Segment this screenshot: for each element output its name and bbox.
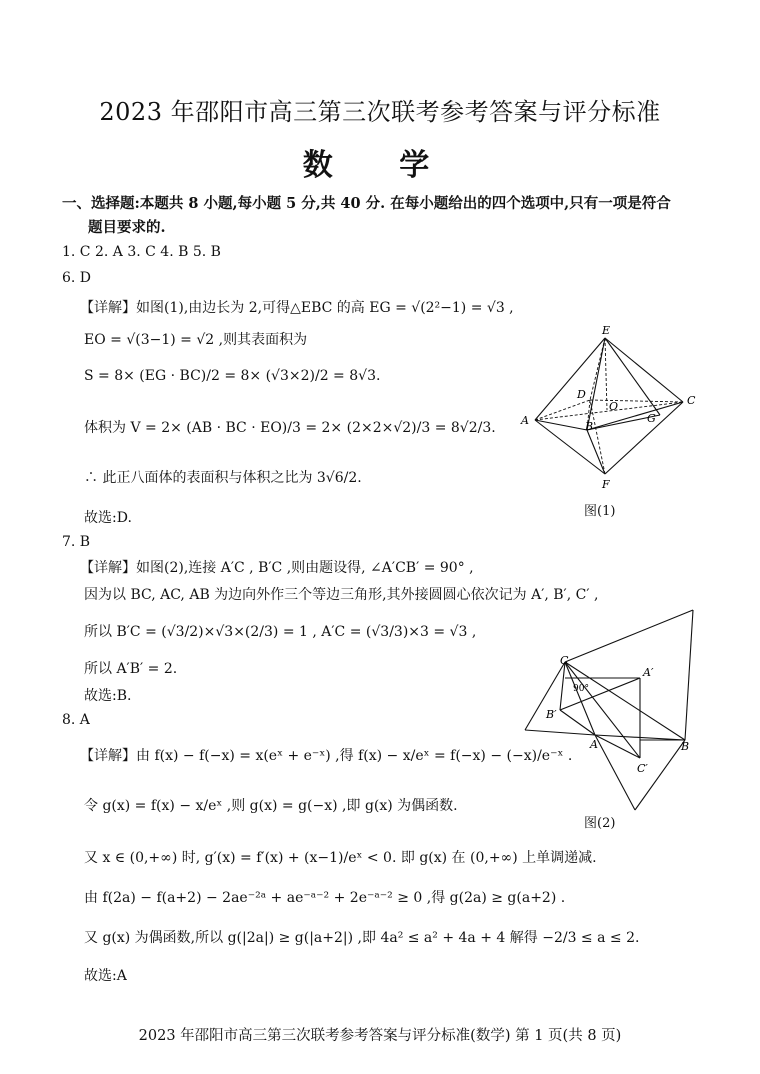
q6-line-4: 体积为 V = 2× (AB · BC · EO)/3 = 2× (2×2×√2)/3 = 8√2/3.	[84, 420, 496, 436]
q6-line-6: 故选:D.	[84, 510, 132, 526]
fig1-label-b: B	[585, 420, 594, 433]
q8-line-1: 【详解】由 f(x) − f(−x) = x(eˣ + e⁻ˣ) ,得 f(x) − x/eˣ = f(−x) − (−x)/e⁻ˣ .	[80, 748, 573, 764]
fig2-label-c: C	[560, 654, 569, 667]
figure-1-octahedron	[515, 318, 705, 528]
fig1-label-c: C	[687, 394, 696, 407]
fig2-angle-label: 90°	[573, 684, 589, 694]
q7-line-5: 故选:B.	[84, 688, 132, 704]
section-heading-line1: 一、选择题:本题共 8 小题,每小题 5 分,共 40 分. 在每小题给出的四个选项中,只有一项是符合	[62, 195, 671, 212]
q8-line-4: 由 f(2a) − f(a+2) − 2ae⁻²ᵃ + ae⁻ᵃ⁻² + 2e⁻ᵃ⁻² ≥ 0 ,得 g(2a) ≥ g(a+2) .	[84, 890, 566, 906]
answer-q7: 7. B	[62, 534, 91, 550]
q6-line-3: S = 8× (EG · BC)/2 = 8× (√3×2)/2 = 8√3.	[84, 368, 381, 384]
fig1-label-f: F	[602, 478, 610, 491]
q8-line-6: 故选:A	[84, 968, 127, 984]
fig2-label-a: A	[590, 738, 598, 751]
fig1-label-g: G	[647, 412, 656, 425]
q8-line-5: 又 g(x) 为偶函数,所以 g(|2a|) ≥ g(|a+2|) ,即 4a² ≤ a² + 4a + 4 解得 −2/3 ≤ a ≤ 2.	[84, 930, 640, 946]
q8-line-2: 令 g(x) = f(x) − x/eˣ ,则 g(x) = g(−x) ,即 g(x) 为偶函数.	[84, 798, 458, 814]
document-title: 2023 年邵阳市高三第三次联考参考答案与评分标准	[99, 98, 661, 126]
figure-2-caption: 图(2)	[584, 816, 616, 831]
fig2-label-b-prime: B′	[546, 708, 557, 721]
q6-line-1: 【详解】如图(1),由边长为 2,可得△EBC 的高 EG = √(2²−1) = √3 ,	[80, 300, 514, 316]
fig1-label-d: D	[577, 388, 586, 401]
figure-2-triangles	[515, 600, 705, 815]
fig2-label-a-prime: A′	[643, 666, 654, 679]
fig1-label-e: E	[602, 324, 611, 337]
q7-line-3: 所以 B′C = (√3/2)×√3×(2/3) = 1 , A′C = (√3/3)×3 = √3 ,	[84, 624, 477, 640]
fig2-label-c-prime: C′	[637, 762, 648, 775]
section-heading-line2: 题目要求的.	[88, 219, 166, 236]
page-footer: 2023 年邵阳市高三第三次联考参考答案与评分标准(数学) 第 1 页(共 8 页)	[138, 1028, 622, 1044]
q7-line-1: 【详解】如图(2),连接 A′C , B′C ,则由题设得, ∠A′CB′ = 90° ,	[80, 560, 474, 576]
fig1-label-o: O	[609, 400, 619, 413]
q7-line-2: 因为以 BC, AC, AB 为边向外作三个等边三角形,其外接圆圆心依次记为 A′, B′, C′ ,	[84, 587, 599, 603]
q7-line-4: 所以 A′B′ = 2.	[84, 661, 178, 677]
answer-q8: 8. A	[62, 712, 90, 728]
figure-1-caption: 图(1)	[584, 504, 616, 519]
q6-line-5: ∴ 此正八面体的表面积与体积之比为 3√6/2.	[84, 470, 362, 486]
fig2-label-b: B	[681, 740, 690, 753]
q6-line-2: EO = √(3−1) = √2 ,则其表面积为	[84, 332, 308, 348]
fig1-label-a: A	[521, 414, 529, 427]
answer-q6: 6. D	[62, 270, 92, 286]
q8-line-3: 又 x ∈ (0,+∞) 时, g′(x) = f′(x) + (x−1)/eˣ < 0. 即 g(x) 在 (0,+∞) 上单调递减.	[84, 850, 597, 866]
answers-row-1-5: 1. C 2. A 3. C 4. B 5. B	[62, 244, 221, 260]
subject-title: 数 学	[302, 148, 458, 183]
